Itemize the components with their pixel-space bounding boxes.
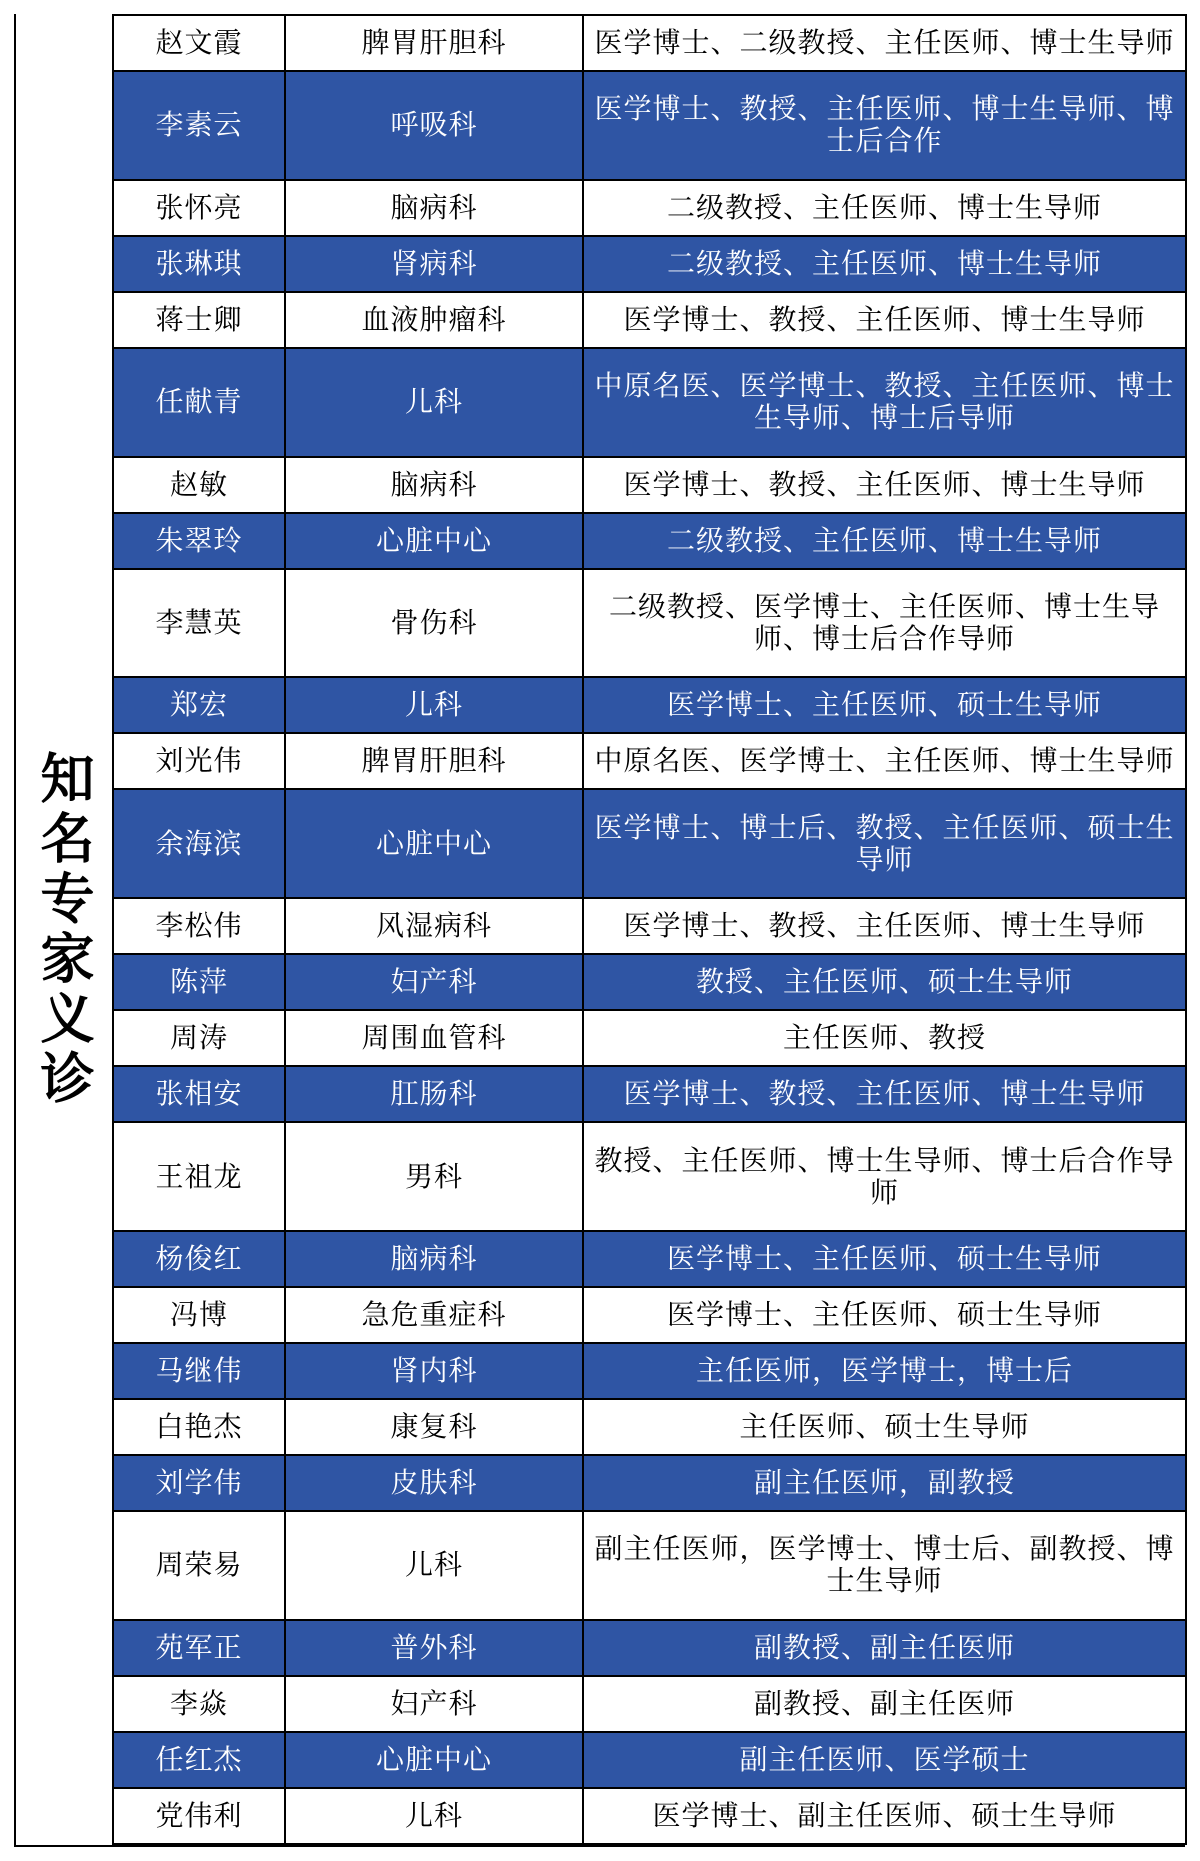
table-row bbox=[113, 1511, 1186, 1620]
table-row bbox=[113, 1287, 1186, 1343]
expert-department: 血液肿瘤科 bbox=[285, 292, 583, 348]
table-row bbox=[113, 1010, 1186, 1066]
table-row bbox=[113, 292, 1186, 348]
expert-titles: 二级教授、主任医师、博士生导师 bbox=[583, 180, 1186, 236]
table-row bbox=[113, 348, 1186, 457]
expert-department: 肾病科 bbox=[285, 236, 583, 292]
expert-name: 张怀亮 bbox=[113, 180, 285, 236]
expert-name: 马继伟 bbox=[113, 1343, 285, 1399]
table-row bbox=[113, 569, 1186, 678]
expert-department: 脑病科 bbox=[285, 457, 583, 513]
table-row bbox=[113, 1788, 1186, 1844]
expert-titles: 副教授、副主任医师 bbox=[583, 1676, 1186, 1732]
expert-titles: 医学博士、二级教授、主任医师、博士生导师 bbox=[583, 15, 1186, 71]
expert-titles: 医学博士、副主任医师、硕士生导师 bbox=[583, 1788, 1186, 1844]
expert-titles: 副主任医师、医学硕士 bbox=[583, 1732, 1186, 1788]
expert-name: 任献青 bbox=[113, 348, 285, 457]
expert-department: 心脏中心 bbox=[285, 513, 583, 569]
table-row bbox=[113, 1620, 1186, 1676]
expert-department: 心脏中心 bbox=[285, 1732, 583, 1788]
expert-department: 儿科 bbox=[285, 348, 583, 457]
expert-name: 党伟利 bbox=[113, 1788, 285, 1844]
expert-titles: 医学博士、主任医师、硕士生导师 bbox=[583, 1231, 1186, 1287]
table-row bbox=[113, 15, 1186, 71]
expert-name: 余海滨 bbox=[113, 789, 285, 898]
expert-titles: 主任医师，医学博士，博士后 bbox=[583, 1343, 1186, 1399]
table-row bbox=[113, 954, 1186, 1010]
table-row bbox=[113, 1066, 1186, 1122]
expert-clinic-sheet bbox=[14, 14, 1185, 1847]
table-row bbox=[113, 1676, 1186, 1732]
expert-name: 赵敏 bbox=[113, 457, 285, 513]
section-label bbox=[16, 14, 112, 1845]
expert-department: 呼吸科 bbox=[285, 71, 583, 180]
expert-name: 周涛 bbox=[113, 1010, 285, 1066]
table-row bbox=[113, 677, 1186, 733]
expert-department: 脑病科 bbox=[285, 1231, 583, 1287]
section-title: 知名专家义诊 bbox=[32, 749, 96, 1110]
expert-name: 刘学伟 bbox=[113, 1455, 285, 1511]
expert-name: 郑宏 bbox=[113, 677, 285, 733]
table-row bbox=[113, 789, 1186, 898]
expert-titles: 医学博士、教授、主任医师、博士生导师 bbox=[583, 1066, 1186, 1122]
expert-name: 杨俊红 bbox=[113, 1231, 285, 1287]
expert-department: 心脏中心 bbox=[285, 789, 583, 898]
expert-department: 脑病科 bbox=[285, 180, 583, 236]
expert-name: 刘光伟 bbox=[113, 733, 285, 789]
expert-titles: 二级教授、主任医师、博士生导师 bbox=[583, 236, 1186, 292]
expert-name: 陈萍 bbox=[113, 954, 285, 1010]
table-row bbox=[113, 236, 1186, 292]
expert-department: 肛肠科 bbox=[285, 1066, 583, 1122]
expert-titles: 医学博士、博士后、教授、主任医师、硕士生导师 bbox=[583, 789, 1186, 898]
expert-name: 李素云 bbox=[113, 71, 285, 180]
expert-titles: 二级教授、主任医师、博士生导师 bbox=[583, 513, 1186, 569]
expert-name: 王祖龙 bbox=[113, 1122, 285, 1231]
expert-titles: 副主任医师，医学博士、博士后、副教授、博士生导师 bbox=[583, 1511, 1186, 1620]
expert-name: 李松伟 bbox=[113, 898, 285, 954]
table-row bbox=[113, 898, 1186, 954]
expert-department: 骨伤科 bbox=[285, 569, 583, 678]
expert-department: 男科 bbox=[285, 1122, 583, 1231]
expert-titles: 副主任医师，副教授 bbox=[583, 1455, 1186, 1511]
expert-department: 儿科 bbox=[285, 677, 583, 733]
table-row bbox=[113, 1122, 1186, 1231]
expert-titles: 医学博士、教授、主任医师、博士生导师 bbox=[583, 292, 1186, 348]
expert-name: 李慧英 bbox=[113, 569, 285, 678]
expert-titles: 二级教授、医学博士、主任医师、博士生导师、博士后合作导师 bbox=[583, 569, 1186, 678]
expert-name: 赵文霞 bbox=[113, 15, 285, 71]
expert-name: 张相安 bbox=[113, 1066, 285, 1122]
expert-titles: 医学博士、教授、主任医师、博士生导师 bbox=[583, 898, 1186, 954]
expert-name: 李焱 bbox=[113, 1676, 285, 1732]
table-row bbox=[113, 180, 1186, 236]
expert-department: 肾内科 bbox=[285, 1343, 583, 1399]
expert-titles: 医学博士、主任医师、硕士生导师 bbox=[583, 677, 1186, 733]
expert-department: 脾胃肝胆科 bbox=[285, 733, 583, 789]
expert-titles: 副教授、副主任医师 bbox=[583, 1620, 1186, 1676]
table-row bbox=[113, 1231, 1186, 1287]
table-row bbox=[113, 71, 1186, 180]
expert-department: 皮肤科 bbox=[285, 1455, 583, 1511]
expert-department: 急危重症科 bbox=[285, 1287, 583, 1343]
table-row bbox=[113, 513, 1186, 569]
expert-department: 周围血管科 bbox=[285, 1010, 583, 1066]
expert-titles: 主任医师、教授 bbox=[583, 1010, 1186, 1066]
expert-titles: 中原名医、医学博士、教授、主任医师、博士生导师、博士后导师 bbox=[583, 348, 1186, 457]
expert-name: 白艳杰 bbox=[113, 1399, 285, 1455]
expert-department: 普外科 bbox=[285, 1620, 583, 1676]
expert-department: 妇产科 bbox=[285, 1676, 583, 1732]
expert-department: 妇产科 bbox=[285, 954, 583, 1010]
expert-rows bbox=[113, 15, 1186, 1844]
table-row bbox=[113, 1399, 1186, 1455]
expert-name: 任红杰 bbox=[113, 1732, 285, 1788]
expert-name: 周荣易 bbox=[113, 1511, 285, 1620]
expert-table bbox=[112, 14, 1187, 1845]
table-row bbox=[113, 457, 1186, 513]
expert-titles: 中原名医、医学博士、主任医师、博士生导师 bbox=[583, 733, 1186, 789]
expert-name: 蒋士卿 bbox=[113, 292, 285, 348]
table-row bbox=[113, 1343, 1186, 1399]
expert-titles: 教授、主任医师、博士生导师、博士后合作导师 bbox=[583, 1122, 1186, 1231]
expert-name: 朱翠玲 bbox=[113, 513, 285, 569]
expert-titles: 医学博士、教授、主任医师、博士生导师、博士后合作 bbox=[583, 71, 1186, 180]
expert-department: 脾胃肝胆科 bbox=[285, 15, 583, 71]
expert-department: 康复科 bbox=[285, 1399, 583, 1455]
table-row bbox=[113, 1455, 1186, 1511]
expert-titles: 主任医师、硕士生导师 bbox=[583, 1399, 1186, 1455]
expert-name: 张琳琪 bbox=[113, 236, 285, 292]
expert-titles: 医学博士、主任医师、硕士生导师 bbox=[583, 1287, 1186, 1343]
expert-department: 风湿病科 bbox=[285, 898, 583, 954]
expert-name: 苑军正 bbox=[113, 1620, 285, 1676]
expert-name: 冯博 bbox=[113, 1287, 285, 1343]
table-row bbox=[113, 1732, 1186, 1788]
expert-department: 儿科 bbox=[285, 1511, 583, 1620]
expert-titles: 教授、主任医师、硕士生导师 bbox=[583, 954, 1186, 1010]
expert-titles: 医学博士、教授、主任医师、博士生导师 bbox=[583, 457, 1186, 513]
table-row bbox=[113, 733, 1186, 789]
expert-department: 儿科 bbox=[285, 1788, 583, 1844]
